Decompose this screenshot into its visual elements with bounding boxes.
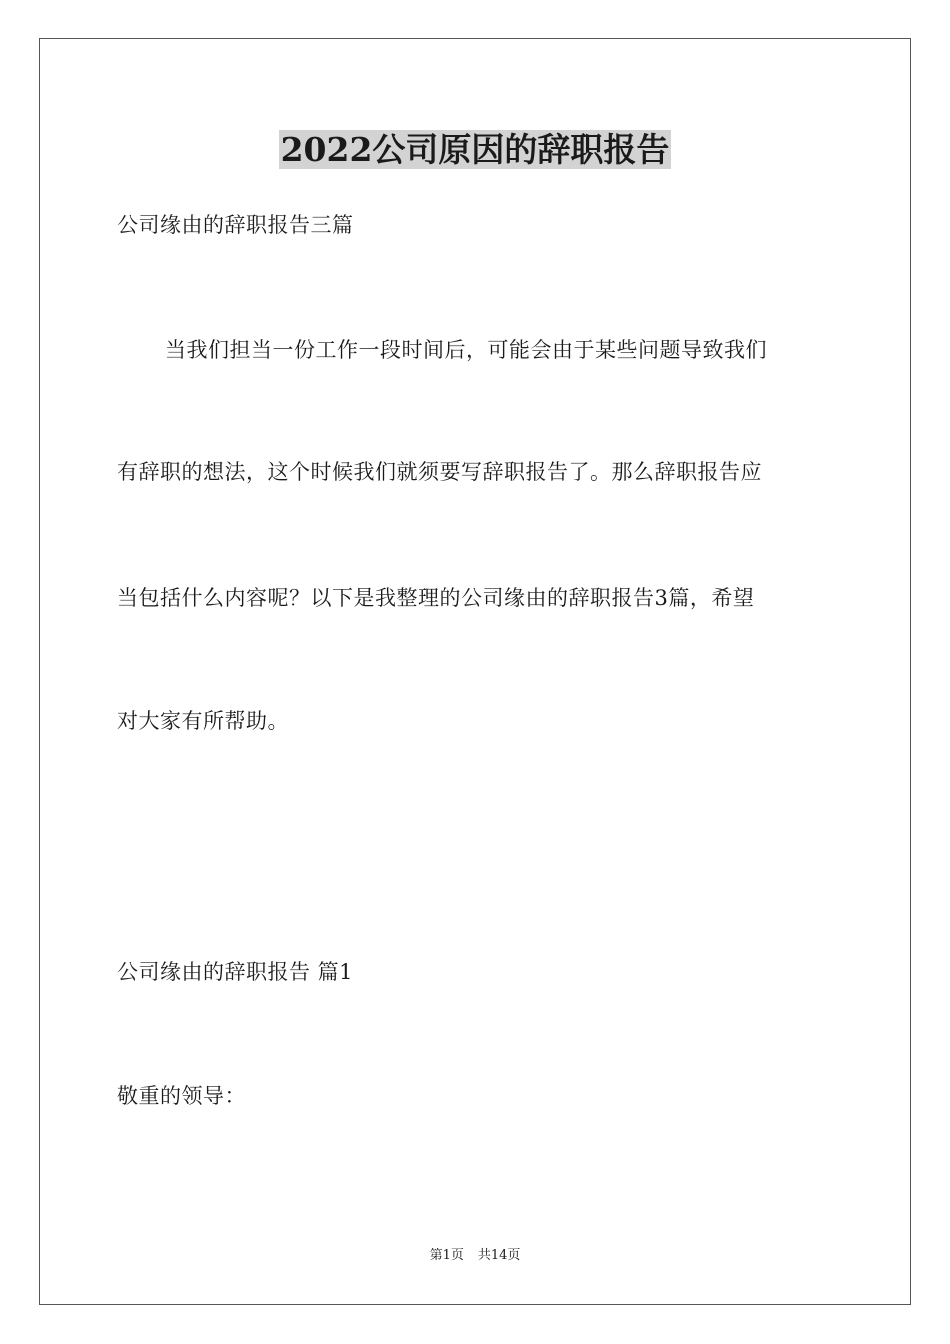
title-text: 2022公司原因的辞职报告 xyxy=(280,130,670,169)
page-footer xyxy=(0,1247,950,1265)
document-subtitle: 公司缘由的辞职报告三篇 xyxy=(117,213,354,237)
page-total: 共14页 xyxy=(477,1248,521,1263)
intro-line-2: 有辞职的想法，这个时候我们就须要写辞职报告了。那么辞职报告应 xyxy=(117,460,762,484)
intro-line-4: 对大家有所帮助。 xyxy=(117,709,289,733)
section-heading: 公司缘由的辞职报告 篇1 xyxy=(117,960,354,984)
page-number: 第1页 xyxy=(429,1248,464,1263)
intro-line-3: 当包括什么内容呢？以下是我整理的公司缘由的辞职报告3篇，希望 xyxy=(117,586,755,610)
document-title xyxy=(0,126,950,174)
salutation: 敬重的领导： xyxy=(117,1084,246,1108)
intro-line-1: 当我们担当一份工作一段时间后，可能会由于某些问题导致我们 xyxy=(165,338,767,362)
